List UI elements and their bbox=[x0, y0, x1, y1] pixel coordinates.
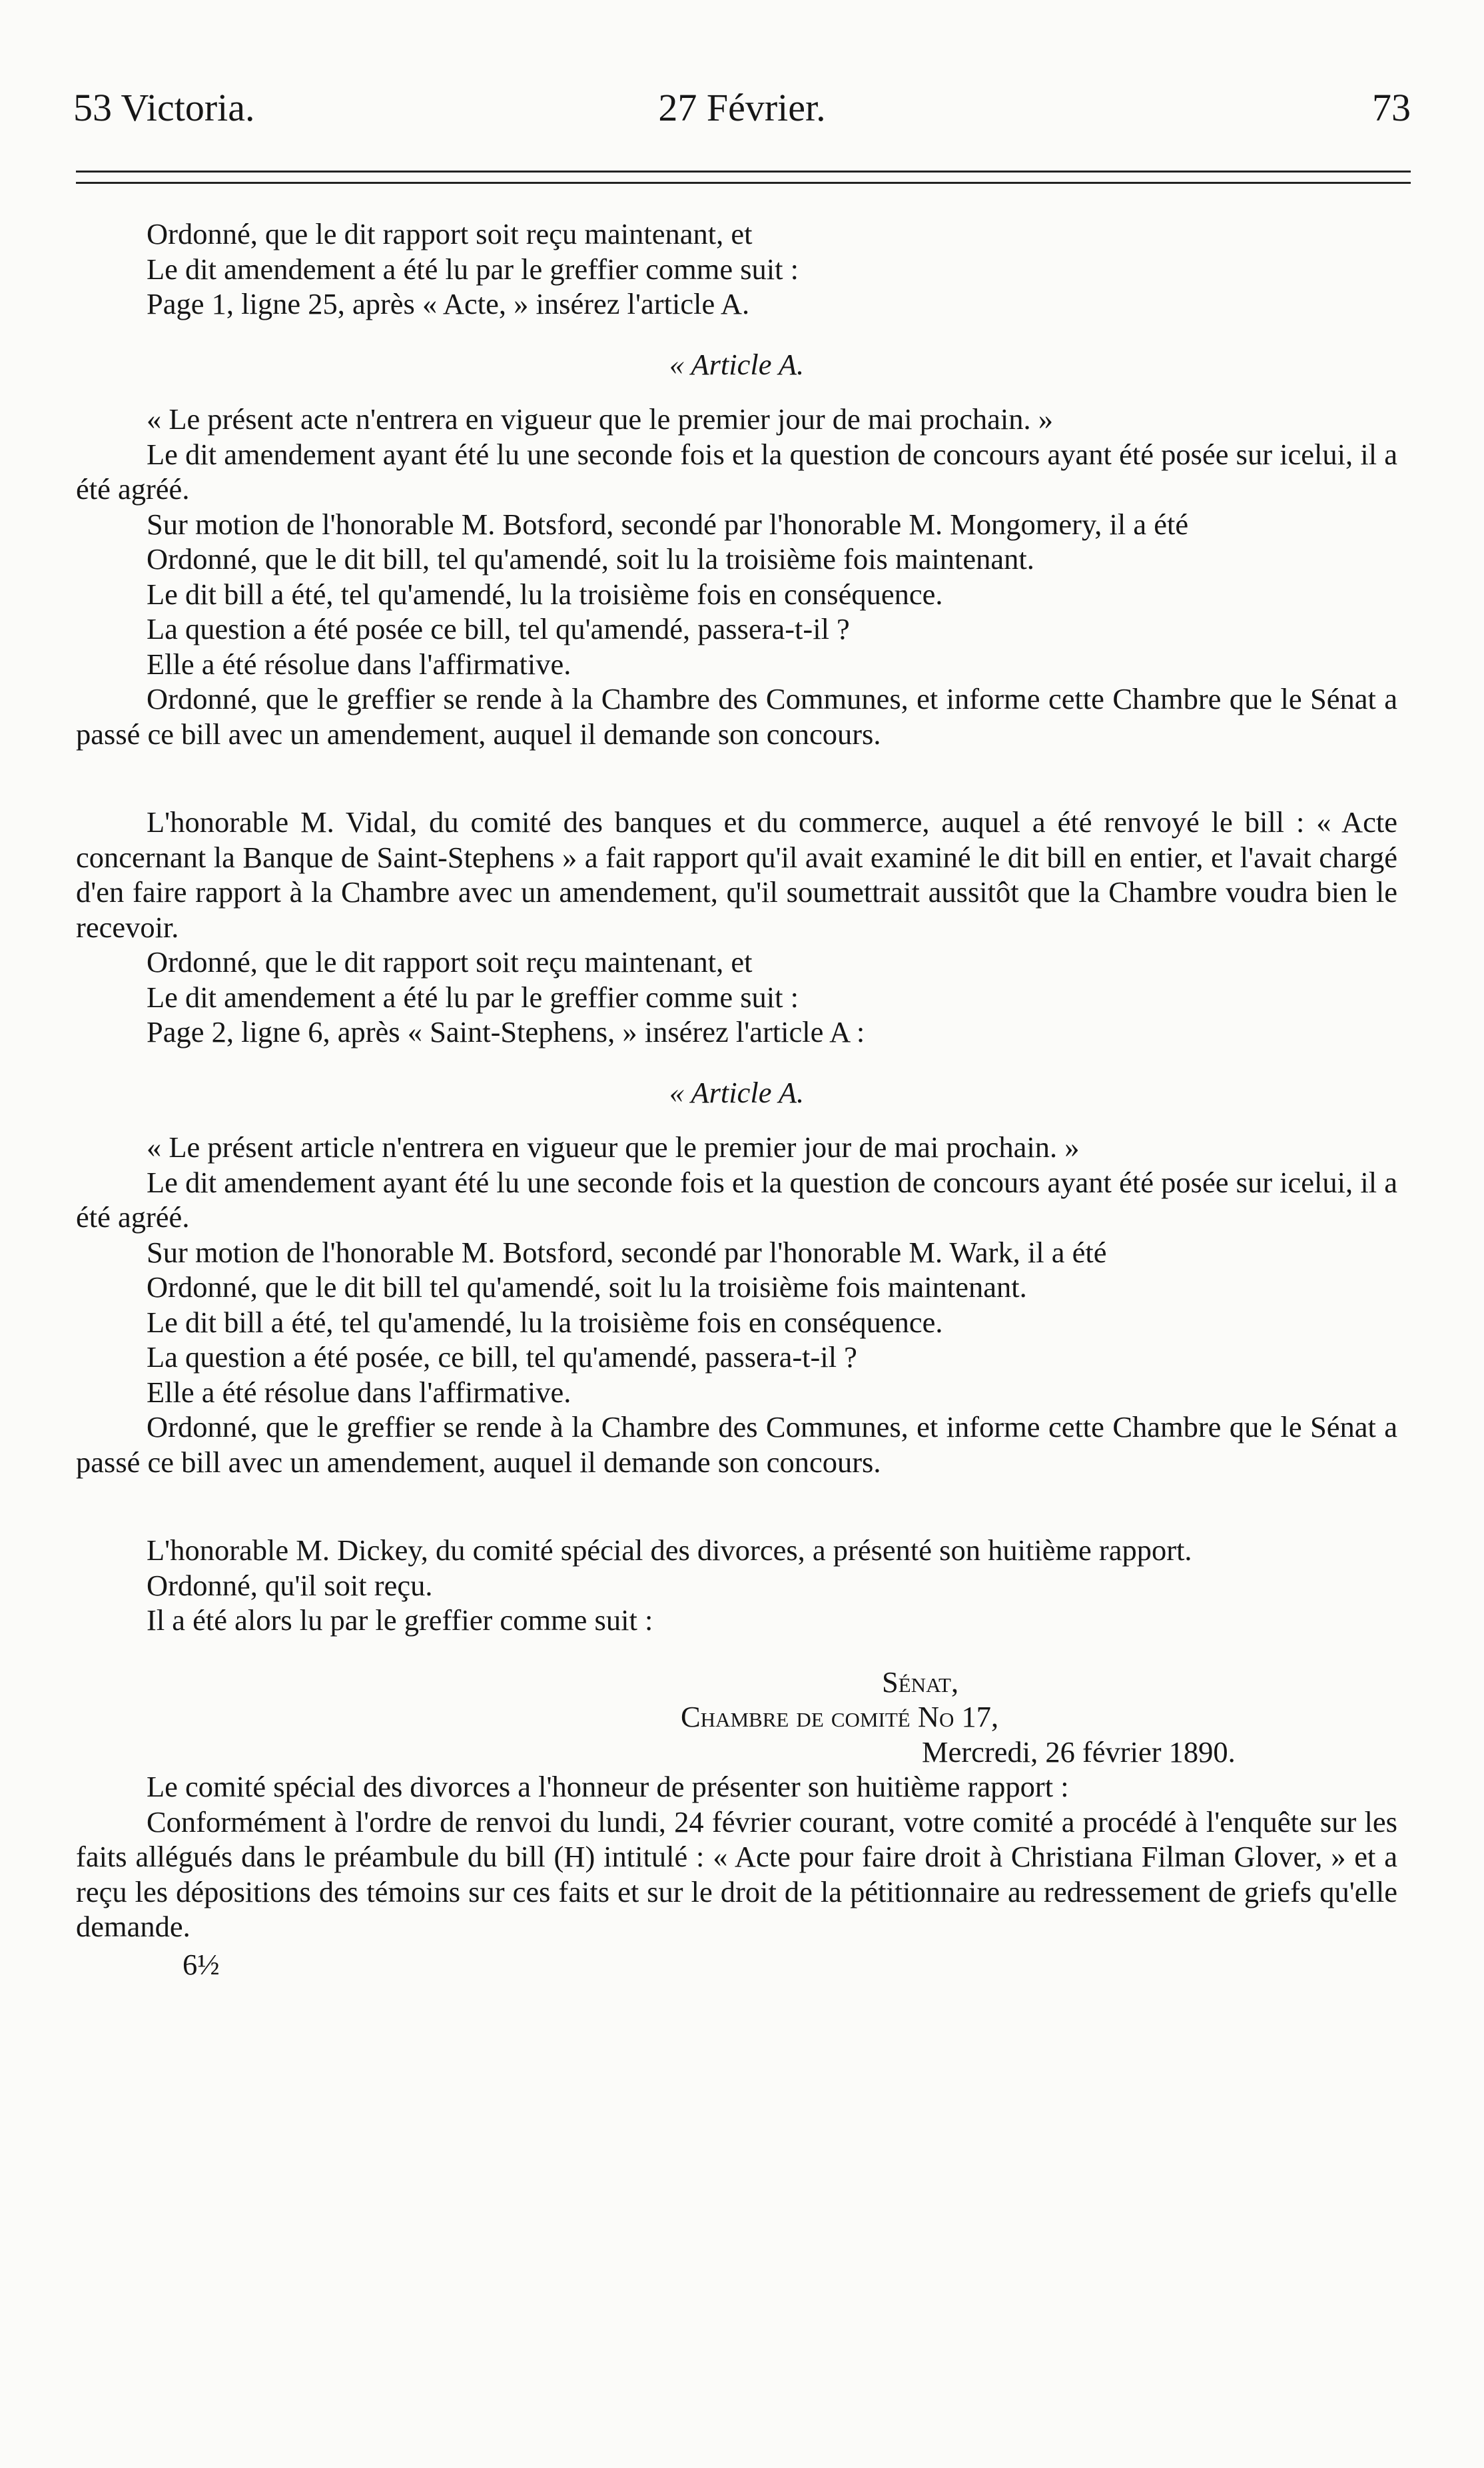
s2-paragraph: Ordonné, que le dit rapport soit reçu maintenant, et bbox=[147, 945, 753, 979]
s1-article-heading: « Article A. bbox=[669, 347, 805, 381]
s2-paragraph: Le dit amendement a été lu par le greffier comme suit : bbox=[147, 980, 799, 1014]
s1-paragraph: Page 1, ligne 25, après « Acte, » insérez l'article A. bbox=[147, 287, 750, 320]
s2-paragraph: Le dit amendement ayant été lu une seconde fois et la question de concours ayant été posée sur icelui, il a été agréé. bbox=[76, 1165, 1397, 1234]
s3-paragraph: L'honorable M. Dickey, du comité spécial des divorces, a présenté son huitième rapport. bbox=[147, 1533, 1192, 1567]
s3-paragraph: Ordonné, qu'il soit reçu. bbox=[147, 1568, 433, 1602]
s2-article-heading: « Article A. bbox=[669, 1075, 805, 1109]
s3-report-text: Le comité spécial des divorces a l'honneur de présenter son huitième rapport : bbox=[147, 1770, 1069, 1803]
s3-paragraph: Il a été alors lu par le greffier comme suit : bbox=[147, 1603, 653, 1637]
s2-paragraph: Ordonné, que le dit bill tel qu'amendé, soit lu la troisième fois maintenant. bbox=[147, 1270, 1027, 1304]
header-double-rule bbox=[76, 171, 1411, 184]
signature-gap bbox=[76, 1638, 1397, 1665]
page-body bbox=[76, 216, 1397, 1982]
running-header bbox=[73, 85, 1411, 139]
s2-paragraph: Elle a été résolue dans l'affirmative. bbox=[147, 1375, 571, 1409]
s2-paragraph: Le dit bill a été, tel qu'amendé, lu la troisième fois en conséquence. bbox=[147, 1305, 943, 1339]
s2-paragraph: Ordonné, que le greffier se rende à la Chambre des Communes, et informe cette Chambre que le Sénat a passé ce bill avec un amendement, auquel il demande son concours. bbox=[76, 1410, 1397, 1479]
s2-paragraph: L'honorable M. Vidal, du comité des banques et du commerce, auquel a été renvoyé le bill : « Acte concernant la Banque de Saint-Stephens » a fait rapport qu'il avait examiné le dit bill en entier, et l'avait chargé d'en faire rapport à la Chambre avec un amendement, qu'il soumettrait aussitôt que la Chambre voudra bien le recevoir. bbox=[76, 805, 1397, 944]
s1-paragraph: Ordonné, que le dit rapport soit reçu maintenant, et bbox=[147, 217, 753, 250]
section-gap bbox=[76, 751, 1397, 805]
s1-paragraph: Ordonné, que le greffier se rende à la Chambre des Communes, et informe cette Chambre que le Sénat a passé ce bill avec un amendement, auquel il demande son concours. bbox=[76, 682, 1397, 751]
report-date: Mercredi, 26 février 1890. bbox=[922, 1735, 1236, 1769]
report-room: Chambre de comité No 17, bbox=[681, 1700, 999, 1733]
s1-article-text: « Le présent acte n'entrera en vigueur que le premier jour de mai prochain. » bbox=[147, 402, 1053, 436]
s2-article-text: « Le présent article n'entrera en vigueur que le premier jour de mai prochain. » bbox=[147, 1130, 1080, 1164]
s1-paragraph: La question a été posée ce bill, tel qu'amendé, passera-t-il ? bbox=[147, 612, 850, 645]
s2-paragraph: Page 2, ligne 6, après « Saint-Stephens, » insérez l'article A : bbox=[147, 1015, 865, 1048]
s1-paragraph: Le dit bill a été, tel qu'amendé, lu la troisième fois en conséquence. bbox=[147, 577, 943, 611]
header-date: 27 Février. bbox=[658, 86, 826, 129]
s1-paragraph: Elle a été résolue dans l'affirmative. bbox=[147, 647, 571, 681]
s1-paragraph: Le dit amendement a été lu par le greffier comme suit : bbox=[147, 252, 799, 286]
s2-paragraph: Sur motion de l'honorable M. Botsford, secondé par l'honorable M. Wark, il a été bbox=[147, 1235, 1107, 1269]
s2-paragraph: La question a été posée, ce bill, tel qu'amendé, passera-t-il ? bbox=[147, 1340, 857, 1374]
page-number: 73 bbox=[1372, 86, 1411, 129]
s1-paragraph: Le dit amendement ayant été lu une seconde fois et la question de concours ayant été posée sur icelui, il a été agréé. bbox=[76, 437, 1397, 506]
header-session: 53 Victoria. bbox=[73, 86, 255, 129]
signature-mark: 6½ bbox=[183, 1947, 220, 1981]
s1-paragraph: Sur motion de l'honorable M. Botsford, secondé par l'honorable M. Mongomery, il a été bbox=[147, 507, 1189, 541]
section-gap bbox=[76, 1479, 1397, 1533]
report-sender: Sénat, bbox=[882, 1665, 959, 1699]
s3-report-text: Conformément à l'ordre de renvoi du lundi, 24 février courant, votre comité a procédé à l'enquête sur les faits allégués dans le préambule du bill (H) intitulé : « Acte pour faire droit à Christiana Filman Glover, » et a reçu les dépositions des témoins sur ces faits et sur le droit de la pétitionnaire au redressement de griefs qu'elle demande. bbox=[76, 1805, 1397, 1943]
s1-paragraph: Ordonné, que le dit bill, tel qu'amendé, soit lu la troisième fois maintenant. bbox=[147, 542, 1034, 576]
